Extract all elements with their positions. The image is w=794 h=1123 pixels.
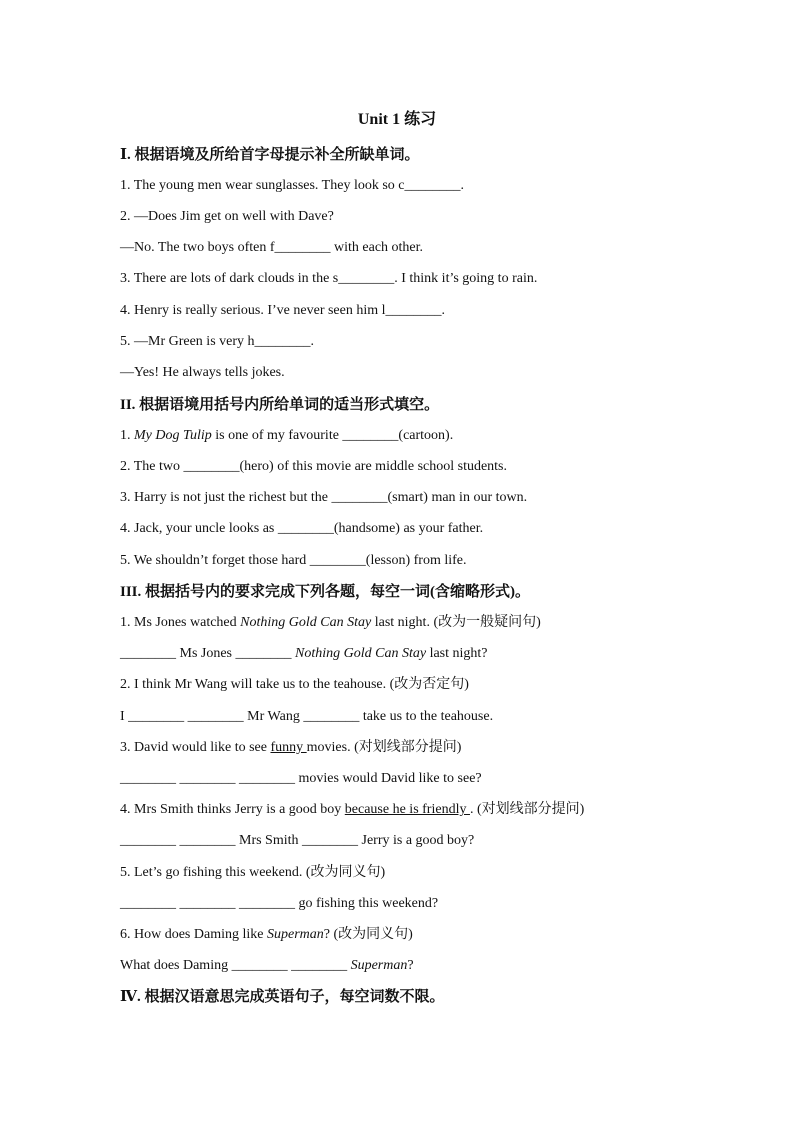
- s3-answer-4: ________ ________ Mrs Smith ________ Jerry is a good boy?: [120, 833, 475, 848]
- s3-question-6: 6. How does Daming like Superman? (改为同义句): [120, 927, 413, 942]
- s3-question-4: 4. Mrs Smith thinks Jerry is a good boy because he is friendly . (对划线部分提问): [120, 802, 585, 817]
- section-4-heading: Ⅳ. 根据汉语意思完成英语句子，每空词数不限。: [120, 989, 445, 1005]
- s3-question-3: 3. David would like to see funny movies. (对划线部分提问): [120, 740, 462, 755]
- s3-question-5: 5. Let’s go fishing this weekend. (改为同义句): [120, 865, 386, 880]
- s1-question-4: 4. Henry is really serious. I’ve never seen him l________.: [120, 303, 446, 318]
- s3-answer-2: I ________ ________ Mr Wang ________ take us to the teahouse.: [120, 709, 494, 724]
- page-title: Unit 1 练习: [357, 111, 437, 128]
- s1-question-2a: 2. —Does Jim get on well with Dave?: [120, 209, 334, 224]
- s1-question-2b: —No. The two boys often f________ with each other.: [120, 240, 424, 255]
- s3-question-1: 1. Ms Jones watched Nothing Gold Can Stay last night. (改为一般疑问句): [120, 615, 541, 630]
- s3-answer-5: ________ ________ ________ go fishing this weekend?: [120, 896, 439, 911]
- s2-question-1: 1. My Dog Tulip is one of my favourite ________(cartoon).: [120, 428, 454, 443]
- s1-question-1: 1. The young men wear sunglasses. They look so c________.: [120, 178, 464, 193]
- s1-question-5a: 5. —Mr Green is very h________.: [120, 334, 315, 349]
- s2-question-4: 4. Jack, your uncle looks as ________(handsome) as your father.: [120, 521, 484, 536]
- s3-answer-1: ________ Ms Jones ________ Nothing Gold Can Stay last night?: [120, 646, 488, 661]
- s3-answer-6: What does Daming ________ ________ Superman?: [120, 958, 414, 973]
- s3-question-2: 2. I think Mr Wang will take us to the teahouse. (改为否定句): [120, 677, 469, 692]
- s2-question-3: 3. Harry is not just the richest but the ________(smart) man in our town.: [120, 490, 528, 505]
- s3-answer-3: ________ ________ ________ movies would David like to see?: [120, 771, 482, 786]
- s1-question-3: 3. There are lots of dark clouds in the s________. I think it’s going to rain.: [120, 271, 538, 286]
- s2-question-2: 2. The two ________(hero) of this movie are middle school students.: [120, 459, 508, 474]
- section-3-heading: III. 根据括号内的要求完成下列各题，每空一词(含缩略形式)。: [120, 584, 531, 600]
- s1-question-5b: —Yes! He always tells jokes.: [120, 365, 285, 380]
- s2-question-5: 5. We shouldn’t forget those hard ________(lesson) from life.: [120, 553, 467, 568]
- section-2-heading: II. 根据语境用括号内所给单词的适当形式填空。: [120, 397, 440, 413]
- section-1-heading: Ⅰ. 根据语境及所给首字母提示补全所缺单词。: [120, 147, 420, 163]
